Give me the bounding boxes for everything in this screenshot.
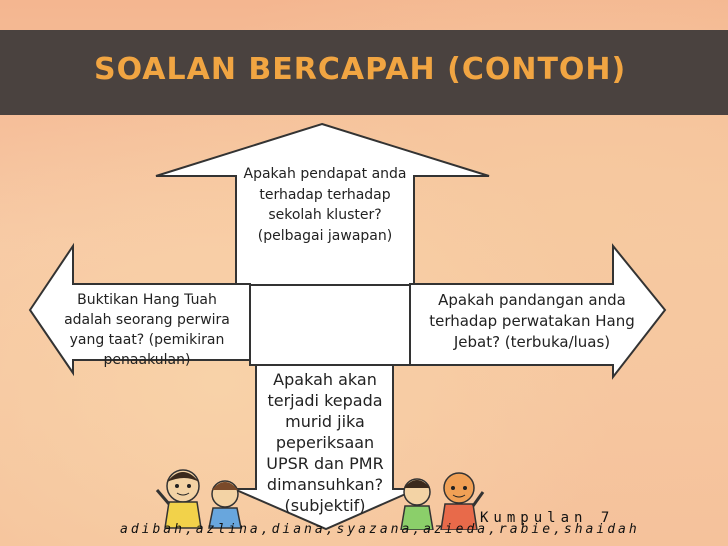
top-question: Apakah pendapat anda terhadap terhadap sekolah kluster? (pelbagai jawapan) [243, 166, 407, 244]
cartoon-kids-right [395, 462, 485, 530]
right-question: Apakah pandangan anda terhadap perwatakan Hang Jebat? (terbuka/luas) [429, 291, 635, 351]
left-question: Buktikan Hang Tuah adalah seorang perwira yang taat? (pemikiran penaakulan) [64, 292, 230, 368]
slide-title: SOALAN BERCAPAH (CONTOH) [94, 52, 627, 87]
center-square [250, 285, 410, 365]
group-caption: Kumpulan 7 [480, 510, 615, 526]
bottom-question: Apakah akan terjadi kepada murid jika peperiksaan UPSR dan PMR dimansuhkan? (subjektif) [266, 370, 384, 515]
cartoon-kids-left [155, 460, 255, 530]
names-caption: adibah,azlina,diana,syazana,azieda,rabie,shaidah [120, 522, 640, 537]
